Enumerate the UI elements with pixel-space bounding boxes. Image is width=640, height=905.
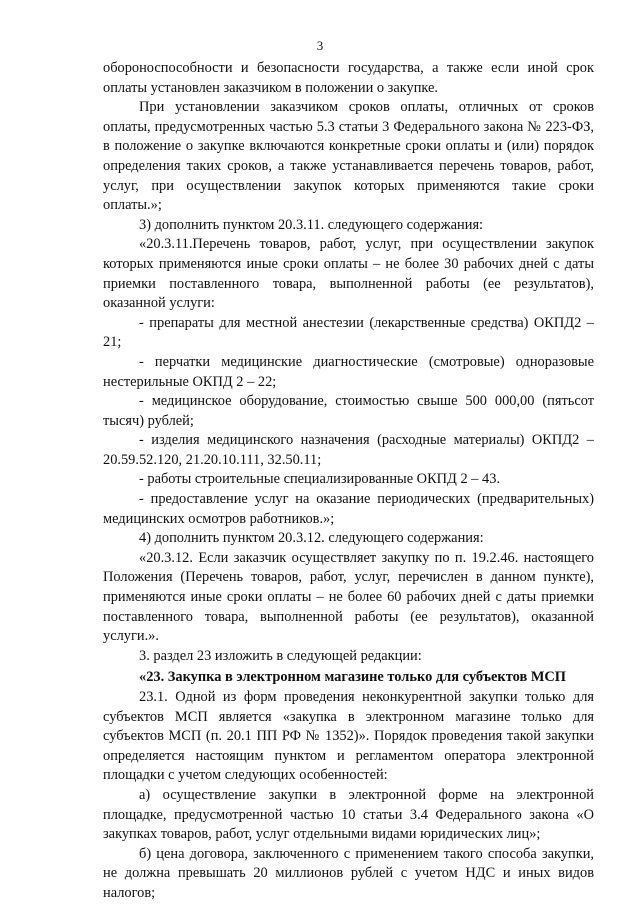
list-item-medical-exams: - предоставление услуг на оказание периодических (предварительных) медицинских осмотров работников.»; [103, 491, 594, 527]
section-paragraph-1: 23.1. Одной из форм проведения неконкурентной закупки только для субъектов МСП является «закупка в электронном магазине только для субъектов МСП (п. 20.1 ПП РФ № 1352)». Порядок проведения такой закупки определяется настоящим пунктом и регламентом оператора электронной площадки с учетом следующих особенностей: [103, 689, 594, 784]
section-heading: «23. Закупка в электронном магазине только для субъектов МСП [139, 669, 566, 686]
list-item-anesthesia: - препараты для местной анестезии (лекарственные средства) ОКПД2 – 21; [103, 314, 594, 351]
list-item-equipment: - медицинское оборудование, стоимостью свыше 500 000,00 (пятьсот тысяч) рублей; [103, 393, 594, 429]
list-item-medical-supplies: - изделия медицинского назначения (расходные материалы) ОКПД2 – 20.59.52.120, 21.20.10.111, 32.50.11; [103, 432, 594, 468]
paragraph-2: При установлении заказчиком сроков оплаты, отличных от сроков оплаты, предусмотренных частью 5.3 статьи 3 Федерального закона № 223-ФЗ, в положение о закупке включаются конкретные сроки оплаты и (или) порядок определения таких сроков, а также устанавливается перечень товаров, работ, услуг, при осуществлении закупок которых применяются такие сроки оплаты.»; [103, 99, 594, 214]
section-paragraph-2: а) осуществление закупки в электронной форме на электронной площадке, предусмотренной частью 10 статьи 3.4 Федерального закона «О закупках товаров, работ, услуг отдельными видами юридических лиц»; [103, 786, 594, 843]
paragraph-6: «20.3.12. Если заказчик осуществляет закупку по п. 19.2.46. настоящего Положения (Перечень товаров, работ, услуг, перечислен в данном пункте), применяются иные сроки оплаты – не более 60 рабочих дней с даты приемки поставленного товара, выполненной работы (ее результатов), оказанной услуги.». [103, 549, 594, 645]
document-body [103, 59, 594, 904]
paragraph-1: обороноспособности и безопасности государства, а также если иной срок оплаты установлен заказчиком в положении о закупке. [103, 60, 594, 96]
paragraph-5: 4) дополнить пунктом 20.3.12. следующего содержания: [139, 530, 484, 547]
section-paragraph-3: б) цена договора, заключенного с применением такого способа закупки, не должна превышать 20 миллионов рублей с учетом НДС и иных видов налогов; [103, 845, 594, 901]
list-item-construction: - работы строительные специализированные ОКПД 2 – 43. [139, 471, 501, 488]
paragraph-3: 3) дополнить пунктом 20.3.11. следующего содержания: [139, 216, 484, 233]
list-item-gloves: - перчатки медицинские диагностические (смотровые) одноразовые нестерильные ОКПД 2 – 22; [103, 353, 594, 390]
paragraph-4: «20.3.11.Перечень товаров, работ, услуг, при осуществлении закупок которых применяются иные сроки оплаты – не более 30 рабочих дней с даты приемки поставленного товара, выполненной работы (ее результатов), оказанной услуги: [103, 236, 594, 312]
paragraph-7: 3. раздел 23 изложить в следующей редакции: [139, 647, 422, 664]
page-number: 3 [316, 38, 324, 53]
